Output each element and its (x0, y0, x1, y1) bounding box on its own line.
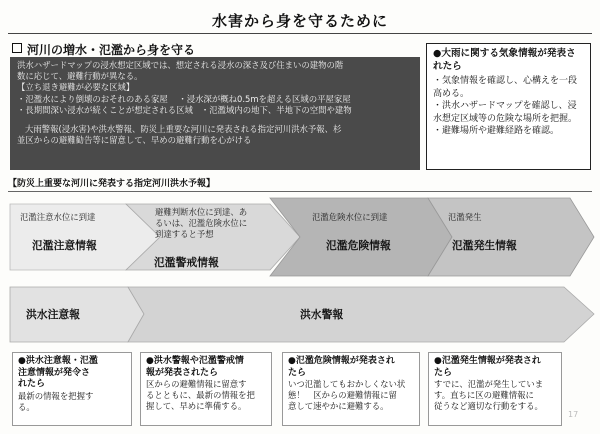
evacuation-list-heading: 【立ち退き避難が必要な区域】 (17, 82, 135, 93)
card-heading-line: 報が発表されたら (146, 367, 219, 378)
stage2-trigger (155, 207, 247, 240)
page-number: 17 (568, 410, 579, 419)
card-body-line: るとともに、最新の情報を把 (146, 390, 255, 400)
card-body-line: 態！ 区からの避難情報に留 (288, 390, 397, 400)
card-body-line: 最新の情報を把握す (18, 390, 94, 401)
page-title: 水害から身を守るために (211, 12, 388, 30)
card-heading-line: ●氾濫危険情報が発表され (288, 356, 395, 366)
stage1-name: 氾濫注意情報 (32, 239, 97, 252)
danger-action-card (282, 352, 420, 426)
list-item: ・氾濫域内の地下、半地下の空間や建物 (200, 104, 352, 115)
list-item: ・洪水ハザードマップを確認し、浸水想定区域等の危険な場所を把握。 (433, 101, 578, 124)
card-body-line: 握して、早めに準備する。 (146, 401, 247, 411)
card-body-line: いつ氾濫してもおかしくない状 (288, 379, 406, 389)
card-body-line: すでに、氾濫が発生していま (434, 379, 544, 389)
paragraph1-line2: 数に応じて、避難行動が異なる。 (17, 71, 143, 82)
stage3-trigger: 氾濫危険水位に到達 (312, 212, 388, 222)
card-body-line: 区からの避難情報に留意す (146, 379, 247, 389)
list-item: ・避難場所や避難経路を確認。 (433, 126, 560, 136)
paragraph2-line2: 並区からの避難勧告等に留意して、早めの避難行動を心がける (17, 135, 252, 146)
stage4-trigger: 氾濫発生 (448, 212, 482, 222)
stage4-name: 氾濫発生情報 (452, 239, 517, 252)
list-item: ・浸水深が概ね0.5mを超える区域の平屋家屋 (178, 93, 351, 104)
stage2-trigger-line3: 到達すると予想 (155, 229, 214, 239)
weather-info-heading: ●大雨に関する気象情報が発表されたら (433, 48, 576, 72)
section-heading-text: 河川の増水・氾濫から身を守る (27, 43, 196, 57)
card-body-line: す。直ちに区の避難情報に (434, 390, 534, 400)
stage-arrow-4 (428, 198, 594, 276)
card-heading-line: 注意情報が発令さ (18, 367, 91, 378)
warning-arrow (128, 287, 594, 342)
flow-heading: 【防災上重要な河川に発表する指定河川洪水予報】 (8, 179, 216, 189)
card-heading-line: ●氾濫発生情報が発表され (434, 356, 541, 366)
card-body-line: 従うなど適切な行動をする。 (434, 401, 543, 411)
advisory-action-card (12, 352, 132, 426)
flood-warning-label: 洪水警報 (300, 308, 344, 321)
list-item: ・長期間深い浸水が続くことが想定される区域 (17, 104, 193, 115)
card-heading-line: れたら (18, 379, 46, 389)
paragraph1-line1: 洪水ハザードマップの浸水想定区域では、想定される浸水の深さ及び住まいの建物の階 (17, 60, 344, 70)
list-item: ・気象情報を確認し、心構えを一段高める。 (433, 76, 578, 99)
warning-action-card (140, 352, 272, 426)
card-heading-line: たら (434, 367, 453, 378)
paragraph2-line1-text: 大雨警報(浸水害)や洪水警報、防災上重要な河川に発表される指定河川洪水予報、杉 (25, 124, 342, 135)
stage2-name: 氾濫警戒情報 (154, 256, 219, 269)
stage2-trigger-line1: 避難判断水位に到達、あ (155, 207, 248, 217)
card-heading-line: ●洪水警報や氾濫警戒情 (146, 356, 244, 366)
occurrence-action-card (428, 352, 562, 426)
card-heading-line: ●洪水注意報・氾濫 (18, 356, 98, 366)
card-heading-line: たら (288, 367, 307, 378)
list-item: ・氾濫水により倒壊のおそれのある家屋 (17, 93, 168, 104)
card-body-line: 意して速やかに避難する。 (288, 401, 389, 411)
flood-advisory-label: 洪水注意報 (26, 308, 80, 321)
stage2-trigger-line2: るいは、氾濫危険水位に (155, 218, 248, 228)
stage3-name: 氾濫危険情報 (326, 239, 391, 252)
card-body-line: る。 (18, 401, 35, 412)
stage1-trigger: 氾濫注意水位に到達 (20, 212, 96, 222)
